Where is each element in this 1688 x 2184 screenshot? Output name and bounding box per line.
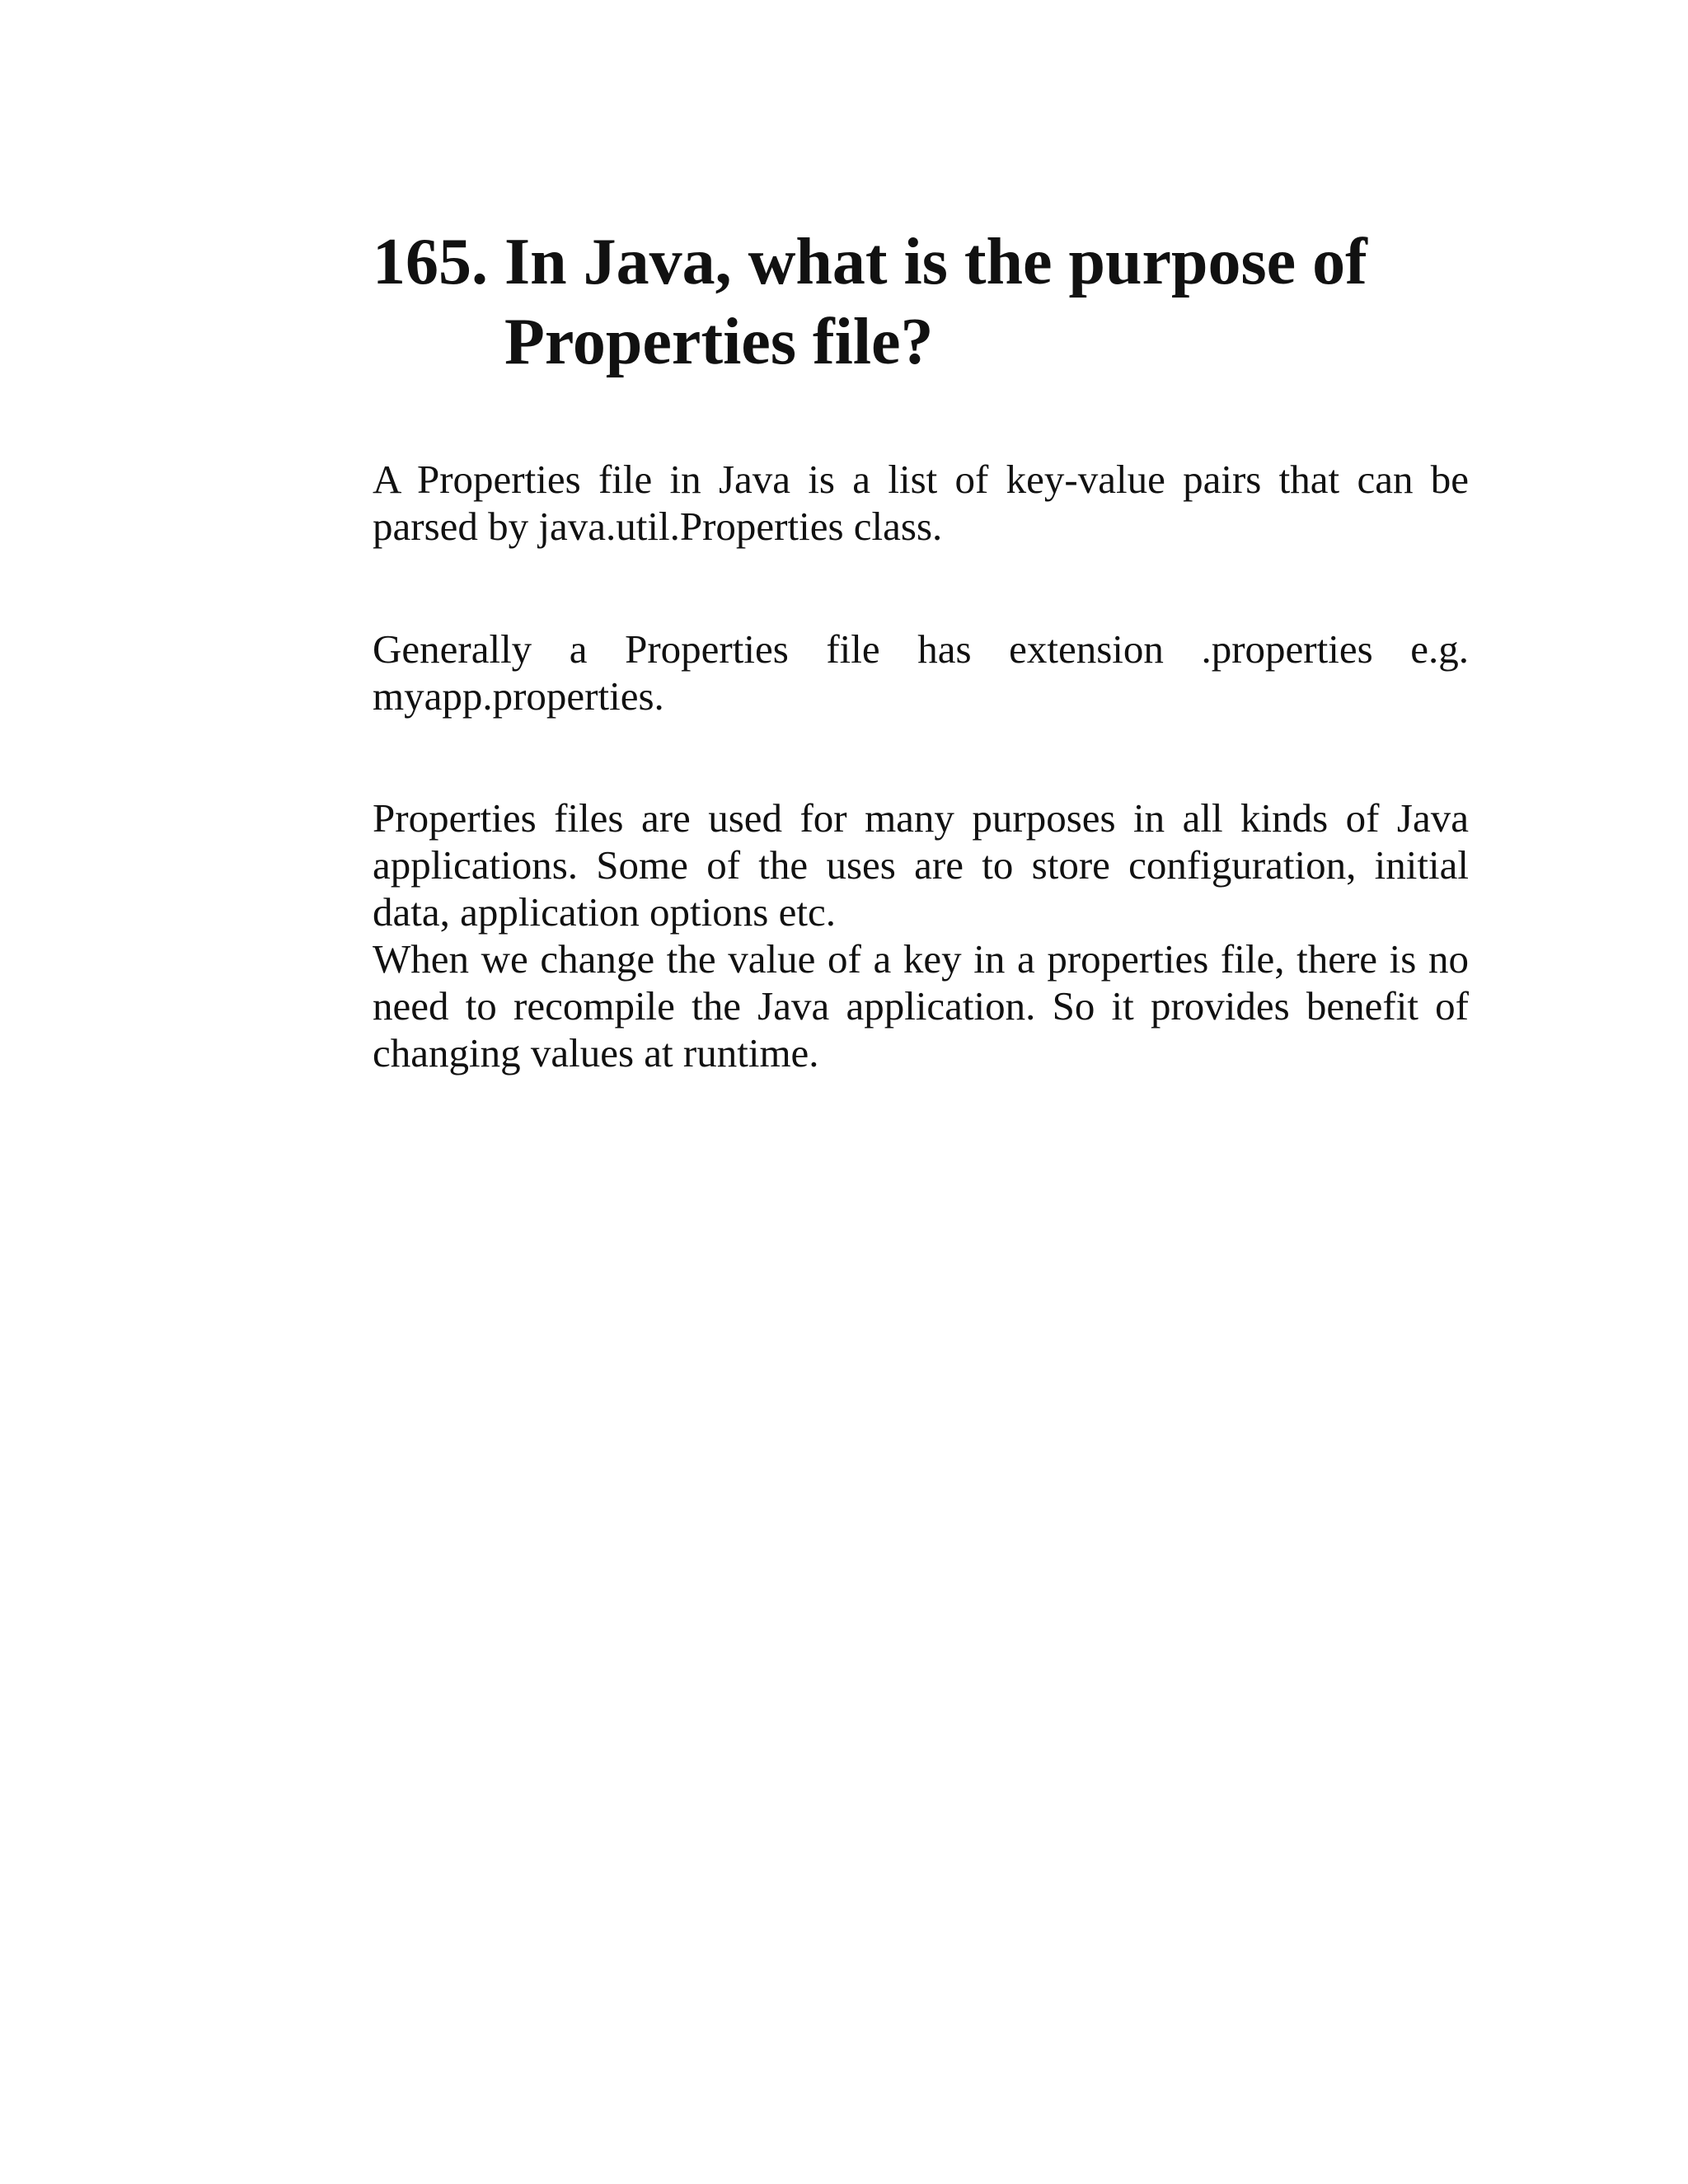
answer-paragraph-1: A Properties file in Java is a list of key-value pairs that can be parsed by java.util.Properties class. (373, 457, 1469, 549)
question-title: In Java, what is the purpose of Properties file? (504, 226, 1367, 378)
answer-paragraph-4: When we change the value of a key in a properties file, there is no need to recompile the Java application. So it provides benefit of changing values at runtime. (373, 936, 1469, 1076)
answer-paragraph-3: Properties files are used for many purposes in all kinds of Java applications. Some of the uses are to store configuration, initial data, application options etc. (373, 795, 1469, 935)
answer-paragraph-2: Generally a Properties file has extension .properties e.g. myapp.properties. (373, 626, 1469, 719)
page-content (373, 223, 1469, 1076)
question-heading (373, 223, 1469, 382)
question-number: 165. (373, 226, 488, 298)
